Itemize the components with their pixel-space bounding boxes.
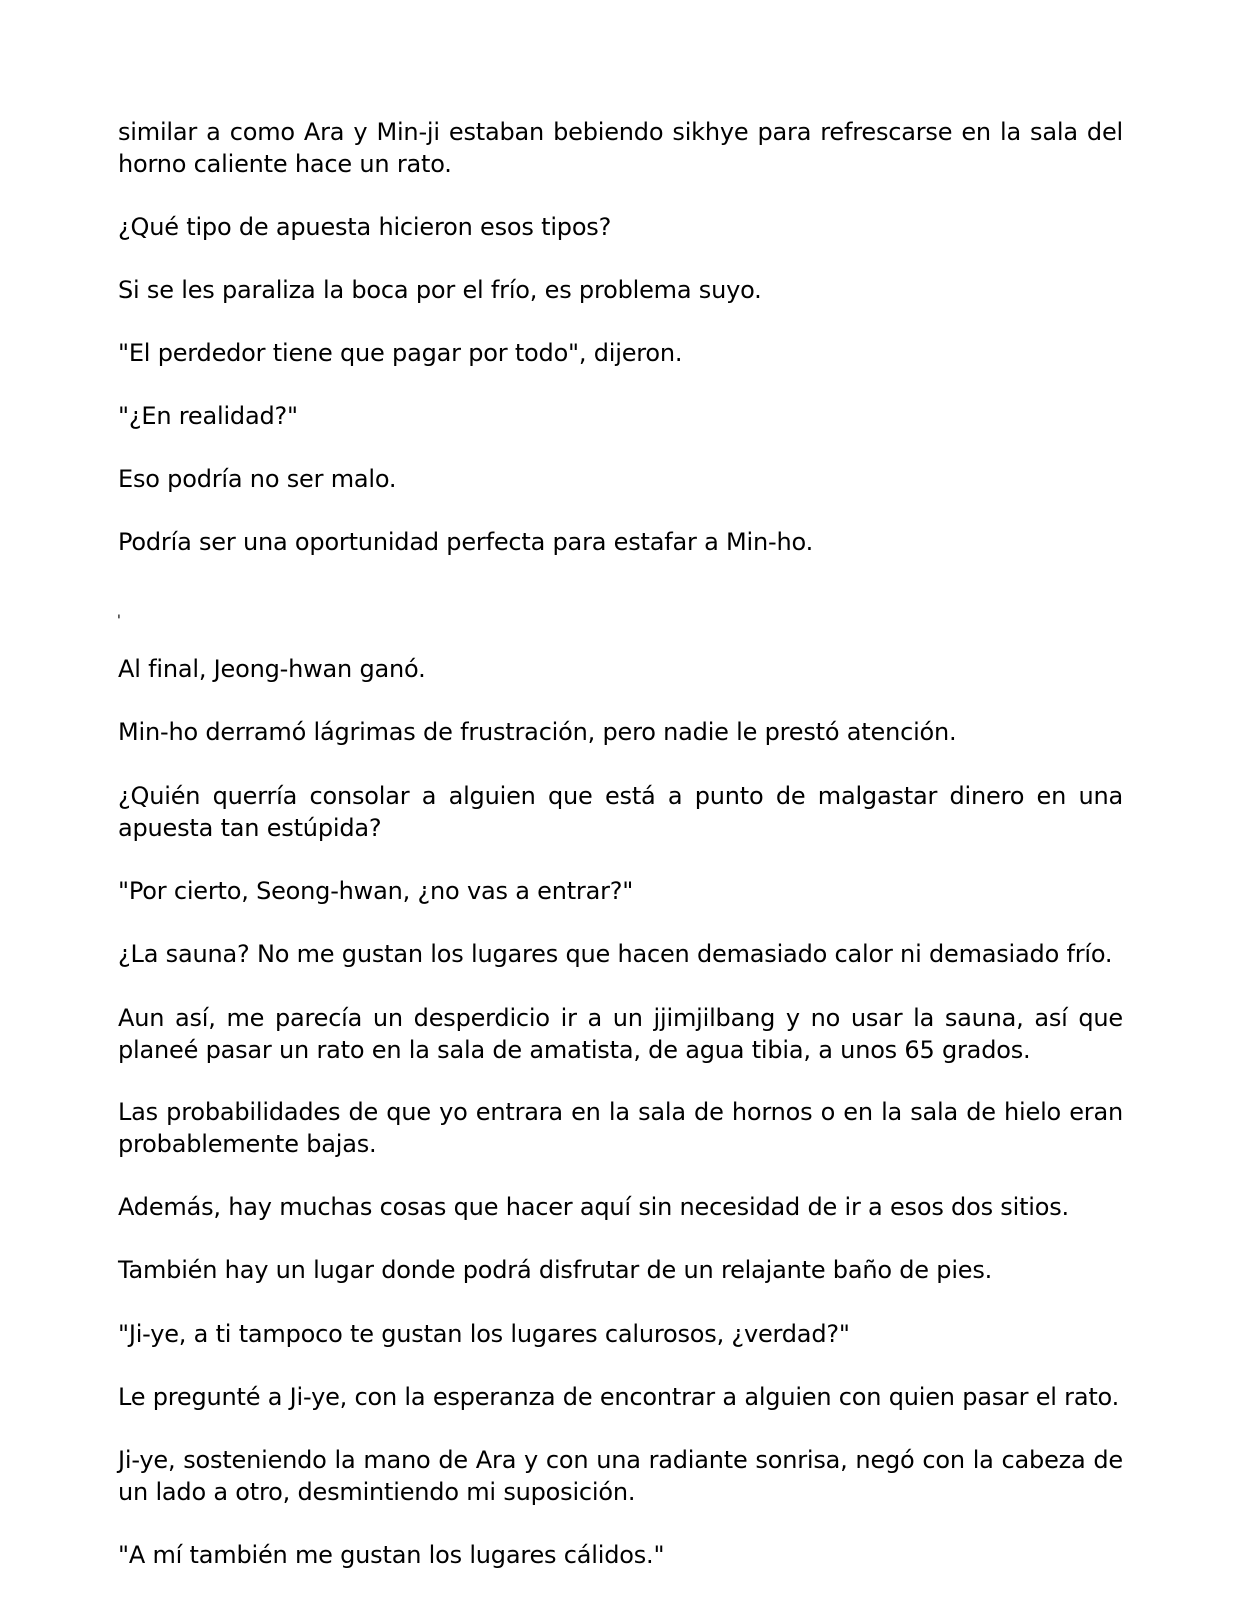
paragraph: Min-ho derramó lágrimas de frustración, pero nadie le prestó atención. <box>118 718 957 746</box>
paragraph: "¿En realidad?" <box>118 402 298 430</box>
paragraph: Las probabilidades de que yo entrara en la sala de hornos o en la sala de hielo eran probablemente bajas. <box>118 1098 1123 1158</box>
paragraph: "A mí también me gustan los lugares cálidos." <box>118 1541 665 1569</box>
paragraph: ¿La sauna? No me gustan los lugares que hacen demasiado calor ni demasiado frío. <box>118 940 1113 968</box>
separator-mark: ' <box>117 613 121 629</box>
paragraph: ¿Qué tipo de apuesta hicieron esos tipos? <box>118 213 612 241</box>
paragraph: "El perdedor tiene que pagar por todo", dijeron. <box>118 339 683 367</box>
paragraph: Además, hay muchas cosas que hacer aquí sin necesidad de ir a esos dos sitios. <box>118 1193 1069 1221</box>
paragraph: Le pregunté a Ji-ye, con la esperanza de encontrar a alguien con quien pasar el rato. <box>118 1383 1120 1411</box>
paragraph: Al final, Jeong-hwan ganó. <box>118 655 426 683</box>
paragraph: "Ji-ye, a ti tampoco te gustan los lugares calurosos, ¿verdad?" <box>118 1320 850 1348</box>
paragraph: "Por cierto, Seong-hwan, ¿no vas a entrar?" <box>118 877 634 905</box>
paragraph: Eso podría no ser malo. <box>118 465 397 493</box>
paragraph: Ji-ye, sosteniendo la mano de Ara y con una radiante sonrisa, negó con la cabeza de un lado a otro, desmintiendo mi suposición. <box>118 1446 1123 1506</box>
paragraph: similar a como Ara y Min-ji estaban bebiendo sikhye para refrescarse en la sala del horno caliente hace un rato. <box>118 118 1123 178</box>
paragraph: ¿Quién querría consolar a alguien que está a punto de malgastar dinero en una apuesta tan estúpida? <box>118 782 1123 842</box>
paragraph: Si se les paraliza la boca por el frío, es problema suyo. <box>118 276 762 304</box>
paragraph: Podría ser una oportunidad perfecta para estafar a Min-ho. <box>118 528 813 556</box>
paragraph: Aun así, me parecía un desperdicio ir a un jjimjilbang y no usar la sauna, así que planeé pasar un rato en la sala de amatista, de agua tibia, a unos 65 grados. <box>118 1004 1123 1064</box>
paragraph: También hay un lugar donde podrá disfrutar de un relajante baño de pies. <box>118 1256 993 1284</box>
